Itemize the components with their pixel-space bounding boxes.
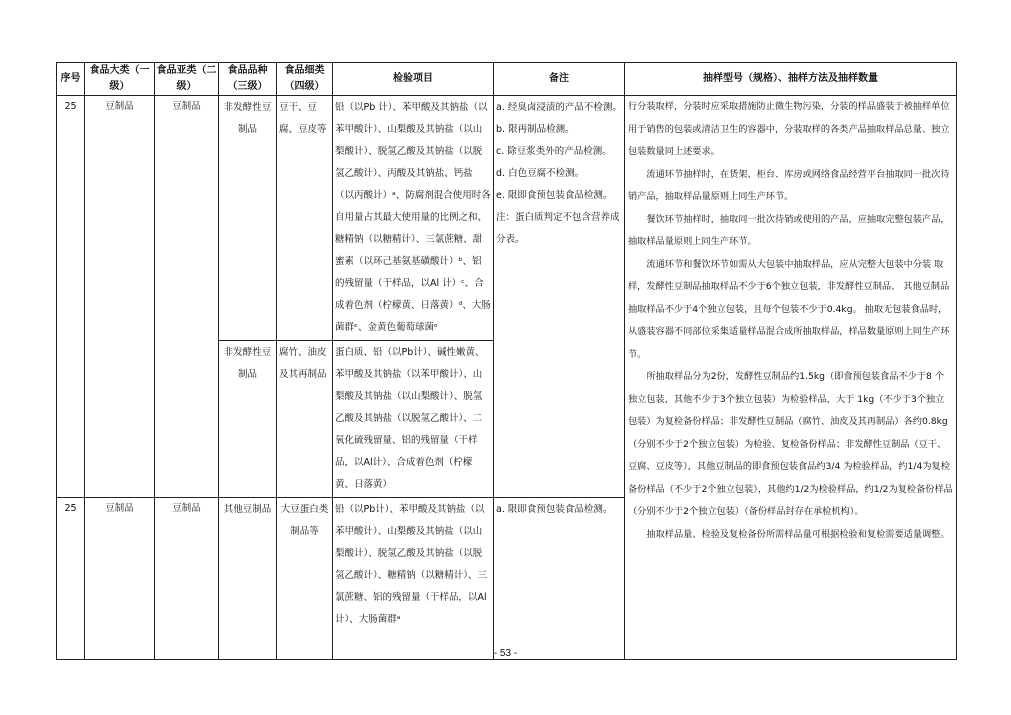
note-line: e. 限即食预包装食品检测。 <box>496 190 613 201</box>
note-line: b. 限再制品检测。 <box>496 124 575 135</box>
cat3-cell: 非发酵性豆制品 <box>219 96 277 341</box>
sampling-method-cell <box>625 96 957 660</box>
method-paragraph: 餐饮环节抽样时，抽取同一批次待销或使用的产品，应抽取完整包装产品，抽取样品量原则上同生产环节。 <box>628 213 950 247</box>
cat4-cell: 腐竹、油皮及其再制品 <box>277 341 333 498</box>
seq-cell: 25 <box>57 498 85 660</box>
cat4-cell: 豆干、豆腐、豆皮等 <box>277 96 333 341</box>
note-line: d. 白色豆腐不检测。 <box>496 168 585 179</box>
note-line: a. 限即食预包装食品检测。 <box>496 504 613 515</box>
note-line: a. 经臭卤浸渍的产品不检测。 <box>496 102 622 113</box>
method-paragraph: 流通环节和餐饮环节如需从大包装中抽取样品，应从完整大包装中分装 取样，发酵性豆制品抽取样品不少于6个独立包装，非发酵性豆制品、 其他豆制品抽取样品不少于4个独立包装，且每个包装不少于0.4kg。 抽取无包装食品时，从盛装容器不同部位采集适量样品混合成所抽取样品，样品数量原则上同生产环节。 <box>628 258 950 360</box>
header-cat2: 食品亚类（二级） <box>155 63 219 96</box>
method-paragraph: 行分装取样，分装时应采取措施防止微生物污染，分装的样品盛装于被抽样单位用于销售的包装或清洁卫生的容器中，分装取样的各类产品抽取样品总量、独立包装数量同上述要求。 <box>628 101 950 157</box>
cat2-cell: 豆制品 <box>155 498 219 660</box>
cat2-cell: 豆制品 <box>155 96 219 498</box>
note-line: 注：蛋白质判定不包含营养成分表。 <box>496 212 620 245</box>
cat1-cell: 豆制品 <box>85 498 155 660</box>
note-line: c. 除豆浆类外的产品检测。 <box>496 146 612 157</box>
header-cat3: 食品品种（三级） <box>219 63 277 96</box>
header-cat1: 食品大类（一级） <box>85 63 155 96</box>
cat1-cell: 豆制品 <box>85 96 155 498</box>
header-notes: 备注 <box>494 63 625 96</box>
header-items: 检验项目 <box>333 63 494 96</box>
seq-cell: 25 <box>57 96 85 498</box>
cat4-cell: 大豆蛋白类制品等 <box>277 498 333 660</box>
inspection-items-cell: 铅（以Pb计）、苯甲酸及其钠盐（以苯甲酸计）、山梨酸及其钠盐（以山梨酸计）、脱氢乙酸及其钠盐（以脱氢乙酸计）、糖精钠（以糖精计）、三氯蔗糖、铝的残留量（干样品，以Al计）、大肠菌群ᵃ <box>333 498 494 660</box>
inspection-items-cell: 铅（以Pb 计）、苯甲酸及其钠盐（以苯甲酸计）、山梨酸及其钠盐（以山梨酸计）、脱氢乙酸及其钠盐（以脱氢乙酸计）、丙酸及其钠盐、钙盐（以丙酸计）ᵃ、防腐剂混合使用时各自用量占其最大使用量的比例之和、糖精钠（以糖精计）、三氯蔗糖、甜蜜素（以环己基氨基磺酸计）ᵇ、铝的残留量（干样品，以Al 计）ᶜ、合成着色剂（柠檬黄、日落黄）ᵈ、大肠菌群ᵉ、金黄色葡萄球菌ᵉ <box>333 96 494 341</box>
inspection-items-cell: 蛋白质、铅（以Pb计）、碱性嫩黄、苯甲酸及其钠盐（以苯甲酸计）、山梨酸及其钠盐（以山梨酸计）、脱氢乙酸及其钠盐（以脱氢乙酸计）、二氧化硫残留量、铝的残留量（干样品，以Al计）、合成着色剂（柠檬黄、日落黄） <box>333 341 494 498</box>
sampling-table <box>56 62 957 660</box>
header-method: 抽样型号（规格）、抽样方法及抽样数量 <box>625 63 957 96</box>
cat3-cell: 非发酵性豆制品 <box>219 341 277 498</box>
header-seq: 序号 <box>57 63 85 96</box>
method-paragraph: 所抽取样品分为2份，发酵性豆制品约1.5kg（即食预包装食品不少于8 个独立包装，其他不少于3个独立包装）为检验样品，大于 1kg（不少于3个独立包装）为复检备份样品；非发酵性豆制品（腐竹、油皮及其再制品）各约0.8kg（分别不少于2个独立包装）为检验、复检备份样品；非发酵性豆制品（豆干、豆腐、豆皮等），其他豆制品的即食预包装食品约3/4 为检验样品，约1/4为复检备份样品（不少于2个独立包装），其他约1/2为检验样品，约1/2为复检备份样品（分别不少于2个独立包装）（备份样品封存在承检机构）。 <box>628 371 953 517</box>
table-row <box>57 96 957 341</box>
cat3-cell: 其他豆制品 <box>219 498 277 660</box>
header-cat4: 食品细类（四级） <box>277 63 333 96</box>
method-paragraph: 抽取样品量、检验及复检备份所需样品量可根据检验和复检需要适量调整。 <box>646 528 950 540</box>
header-row <box>57 63 957 96</box>
notes-cell <box>494 96 625 498</box>
method-paragraph: 流通环节抽样时，在货架、柜台、库房或网络食品经营平台抽取同一批次待销产品，抽取样品量原则上同生产环节。 <box>628 168 950 202</box>
page-number: - 53 - <box>493 648 518 659</box>
notes-cell <box>494 498 625 660</box>
